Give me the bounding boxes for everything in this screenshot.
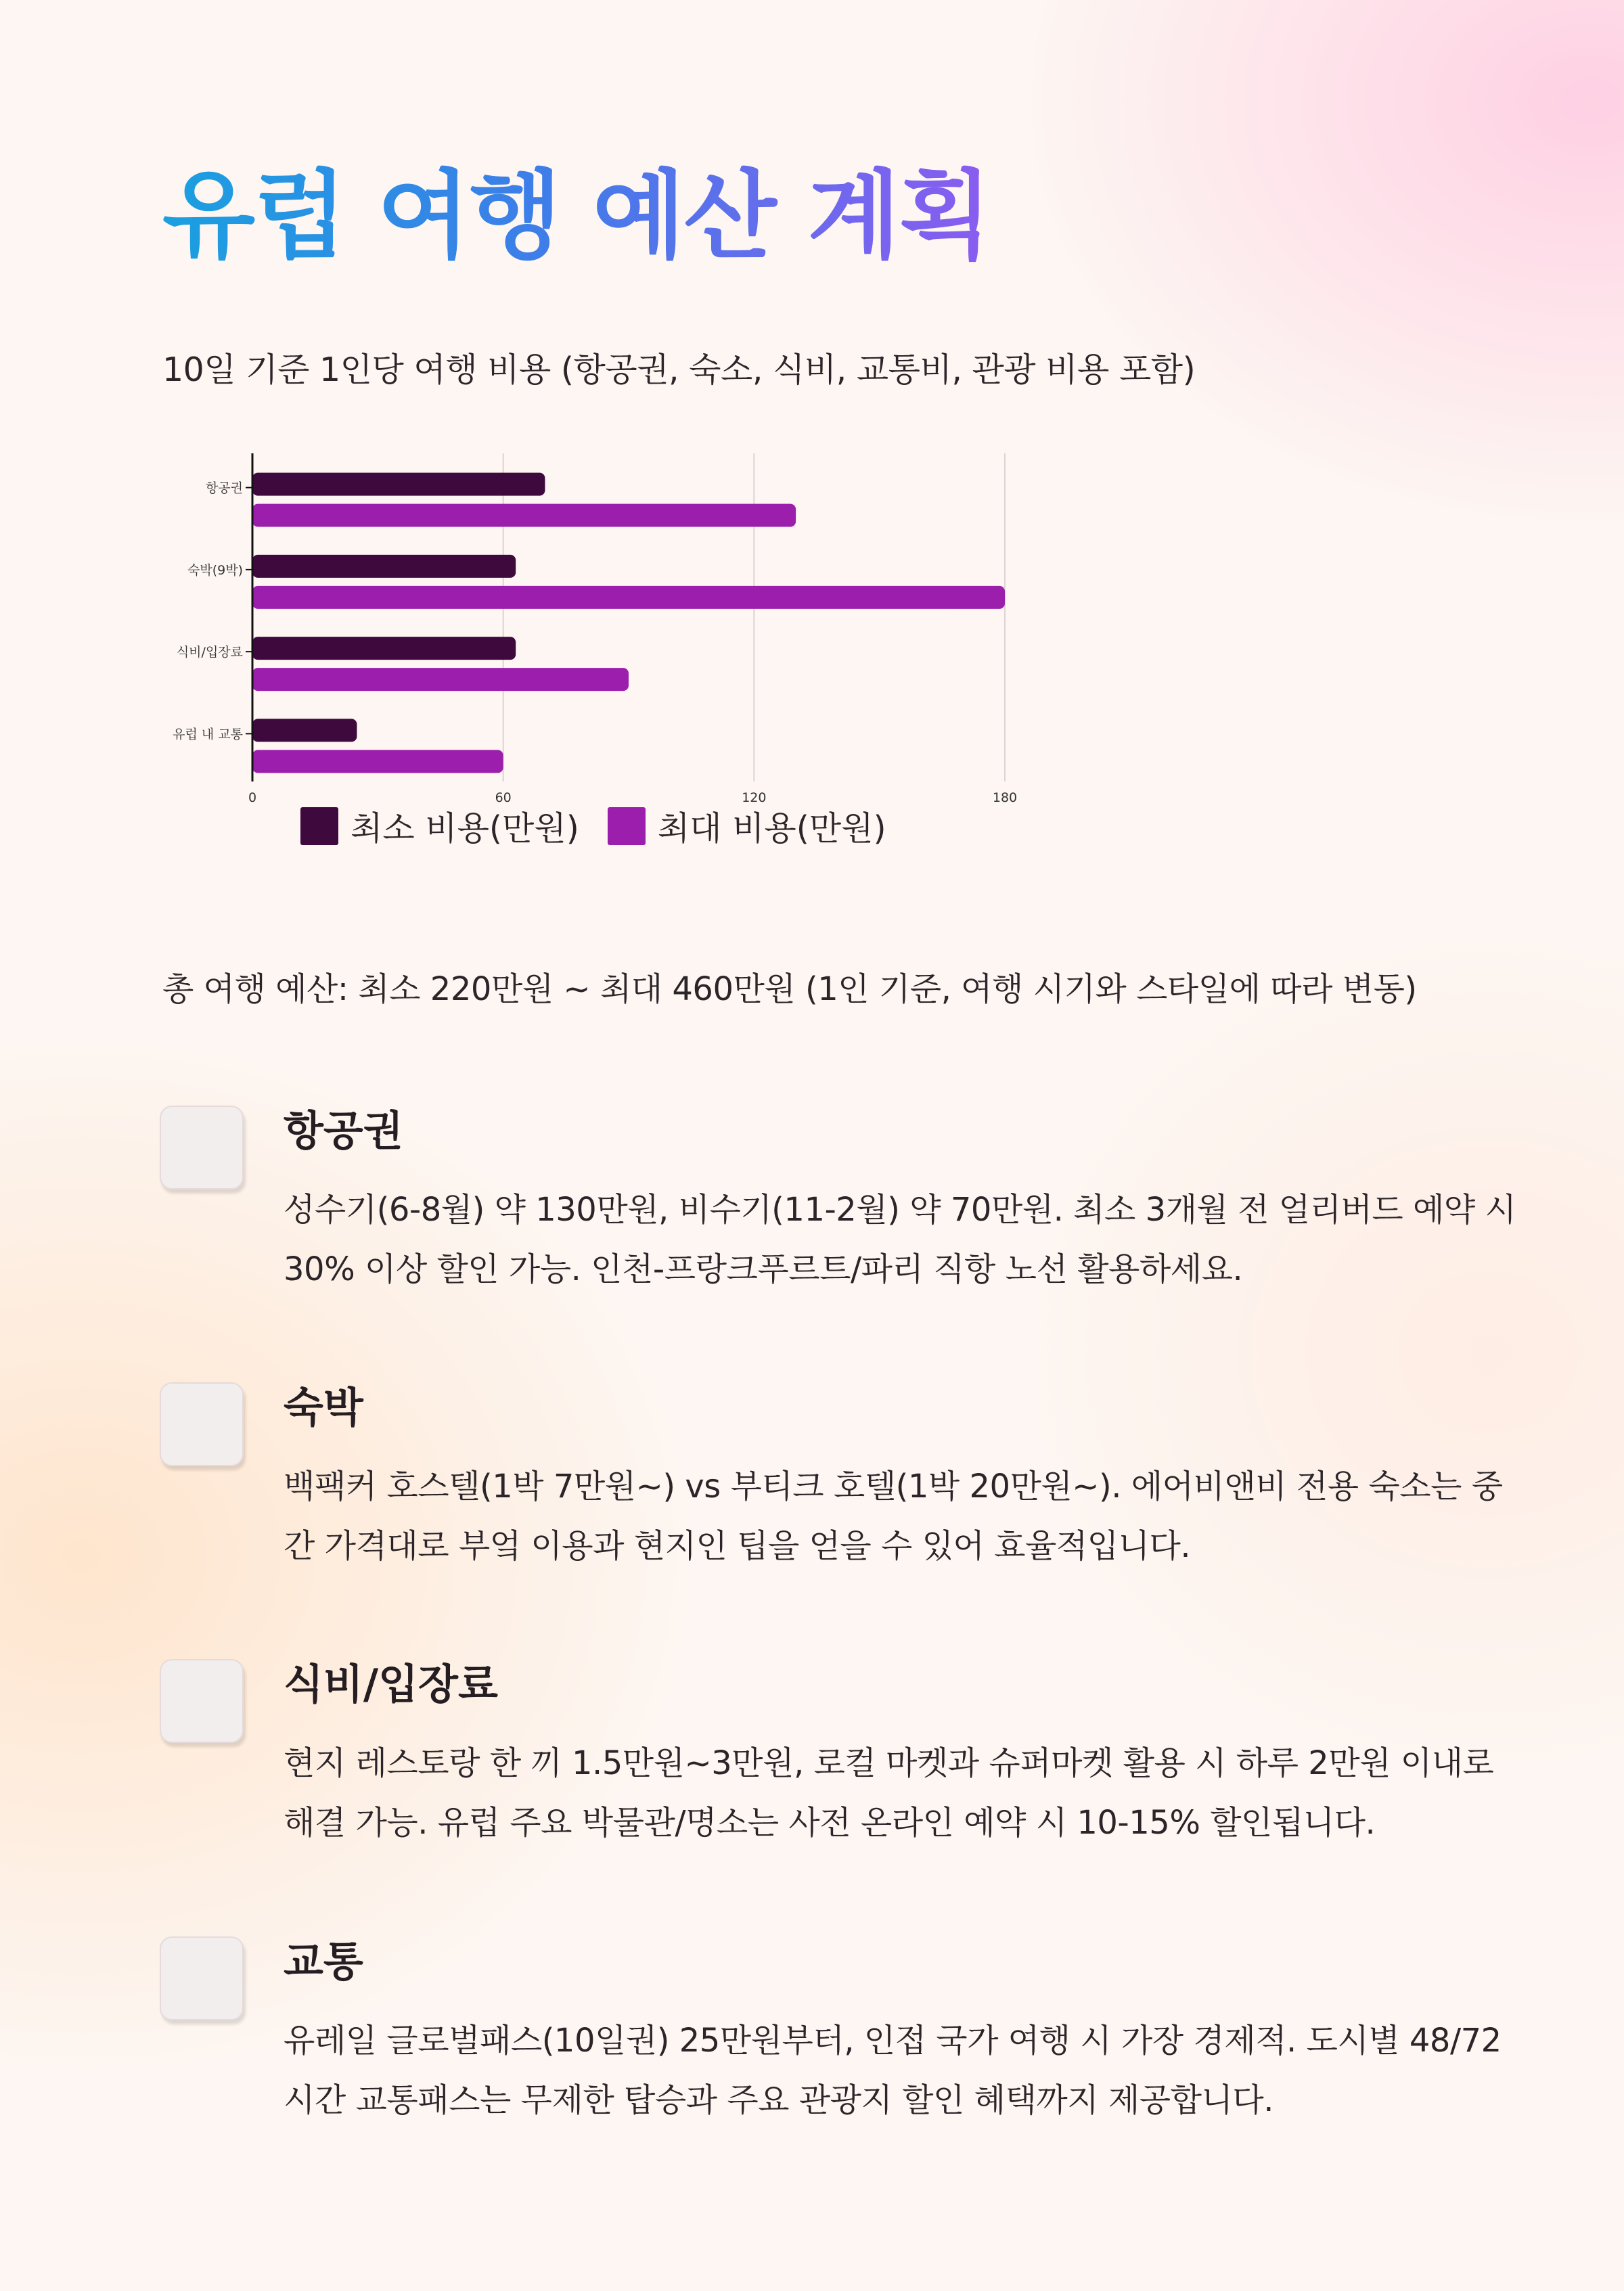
section-body-lodging: 백팩커 호스텔(1박 7만원~) vs 부티크 호텔(1박 20만원~). 에어비앤비 전용 숙소는 중간 가격대로 부엌 이용과 현지인 팁을 얻을 수 있어 효율적입니다. xyxy=(284,1468,1503,1565)
budget-bar-chart xyxy=(156,440,1049,805)
x-tick-label: 0 xyxy=(248,790,257,805)
section-body-transport: 유레일 글로벌패스(10일권) 25만원부터, 인접 국가 여행 시 가장 경제적. 도시별 48/72시간 교통패스는 무제한 탑승과 주요 관광지 할인 혜택까지 제공합니다. xyxy=(284,2022,1502,2119)
checkbox-transport[interactable] xyxy=(160,1936,244,2020)
section-title-food: 식비/입장료 xyxy=(284,1660,498,1708)
x-tick-label: 120 xyxy=(742,790,767,805)
bar-min xyxy=(252,473,545,496)
y-tick-label: 숙박(9박) xyxy=(187,562,243,578)
page-title: 유럽 여행 예산 계획 xyxy=(162,152,991,281)
bar-max xyxy=(252,668,629,691)
bar-max xyxy=(252,586,1005,609)
y-tick-label: 항공권 xyxy=(205,480,243,496)
section-body-food: 현지 레스토랑 한 끼 1.5만원~3만원, 로컬 마켓과 슈퍼마켓 활용 시 하루 2만원 이내로 해결 가능. 유럽 주요 박물관/명소는 사전 온라인 예약 시 10-15% 할인됩니다. xyxy=(284,1744,1494,1842)
checkbox-flight[interactable] xyxy=(160,1106,244,1189)
checkbox-food[interactable] xyxy=(160,1659,244,1743)
section-title-lodging: 숙박 xyxy=(284,1384,363,1432)
section-body-flight: 성수기(6-8월) 약 130만원, 비수기(11-2월) 약 70만원. 최소 3개월 전 얼리버드 예약 시 30% 이상 할인 가능. 인천-프랑크푸르트/파리 직항 노선 활용하세요. xyxy=(284,1191,1516,1288)
chart-subtitle: 10일 기준 1인당 여행 비용 (항공권, 숙소, 식비, 교통비, 관광 비용 포함) xyxy=(162,350,1196,389)
legend-swatch-min xyxy=(300,807,338,845)
section-title-transport: 교통 xyxy=(284,1938,363,1986)
legend-label-max: 최대 비용(만원) xyxy=(657,809,886,848)
section-title-flight: 항공권 xyxy=(284,1107,403,1155)
y-tick-label: 식비/입장료 xyxy=(176,645,243,660)
x-tick-label: 60 xyxy=(495,790,512,805)
legend-label-min: 최소 비용(만원) xyxy=(351,809,579,848)
legend-swatch-max xyxy=(608,807,646,845)
bar-min xyxy=(252,637,516,660)
legend-item-min xyxy=(300,802,579,850)
chart-legend xyxy=(300,802,915,850)
bar-max xyxy=(252,750,503,773)
bar-min xyxy=(252,719,357,742)
x-tick-label: 180 xyxy=(992,790,1018,805)
legend-item-max xyxy=(608,802,886,850)
bar-max xyxy=(252,504,796,527)
bar-min xyxy=(252,555,516,578)
y-tick-label: 유럽 내 교통 xyxy=(173,727,243,742)
chart-grid xyxy=(503,453,1005,781)
chart-bars xyxy=(252,473,1005,773)
checkbox-lodging[interactable] xyxy=(160,1382,244,1466)
total-budget: 총 여행 예산: 최소 220만원 ~ 최대 460만원 (1인 기준, 여행 시기와 스타일에 따라 변동) xyxy=(162,970,1417,1008)
